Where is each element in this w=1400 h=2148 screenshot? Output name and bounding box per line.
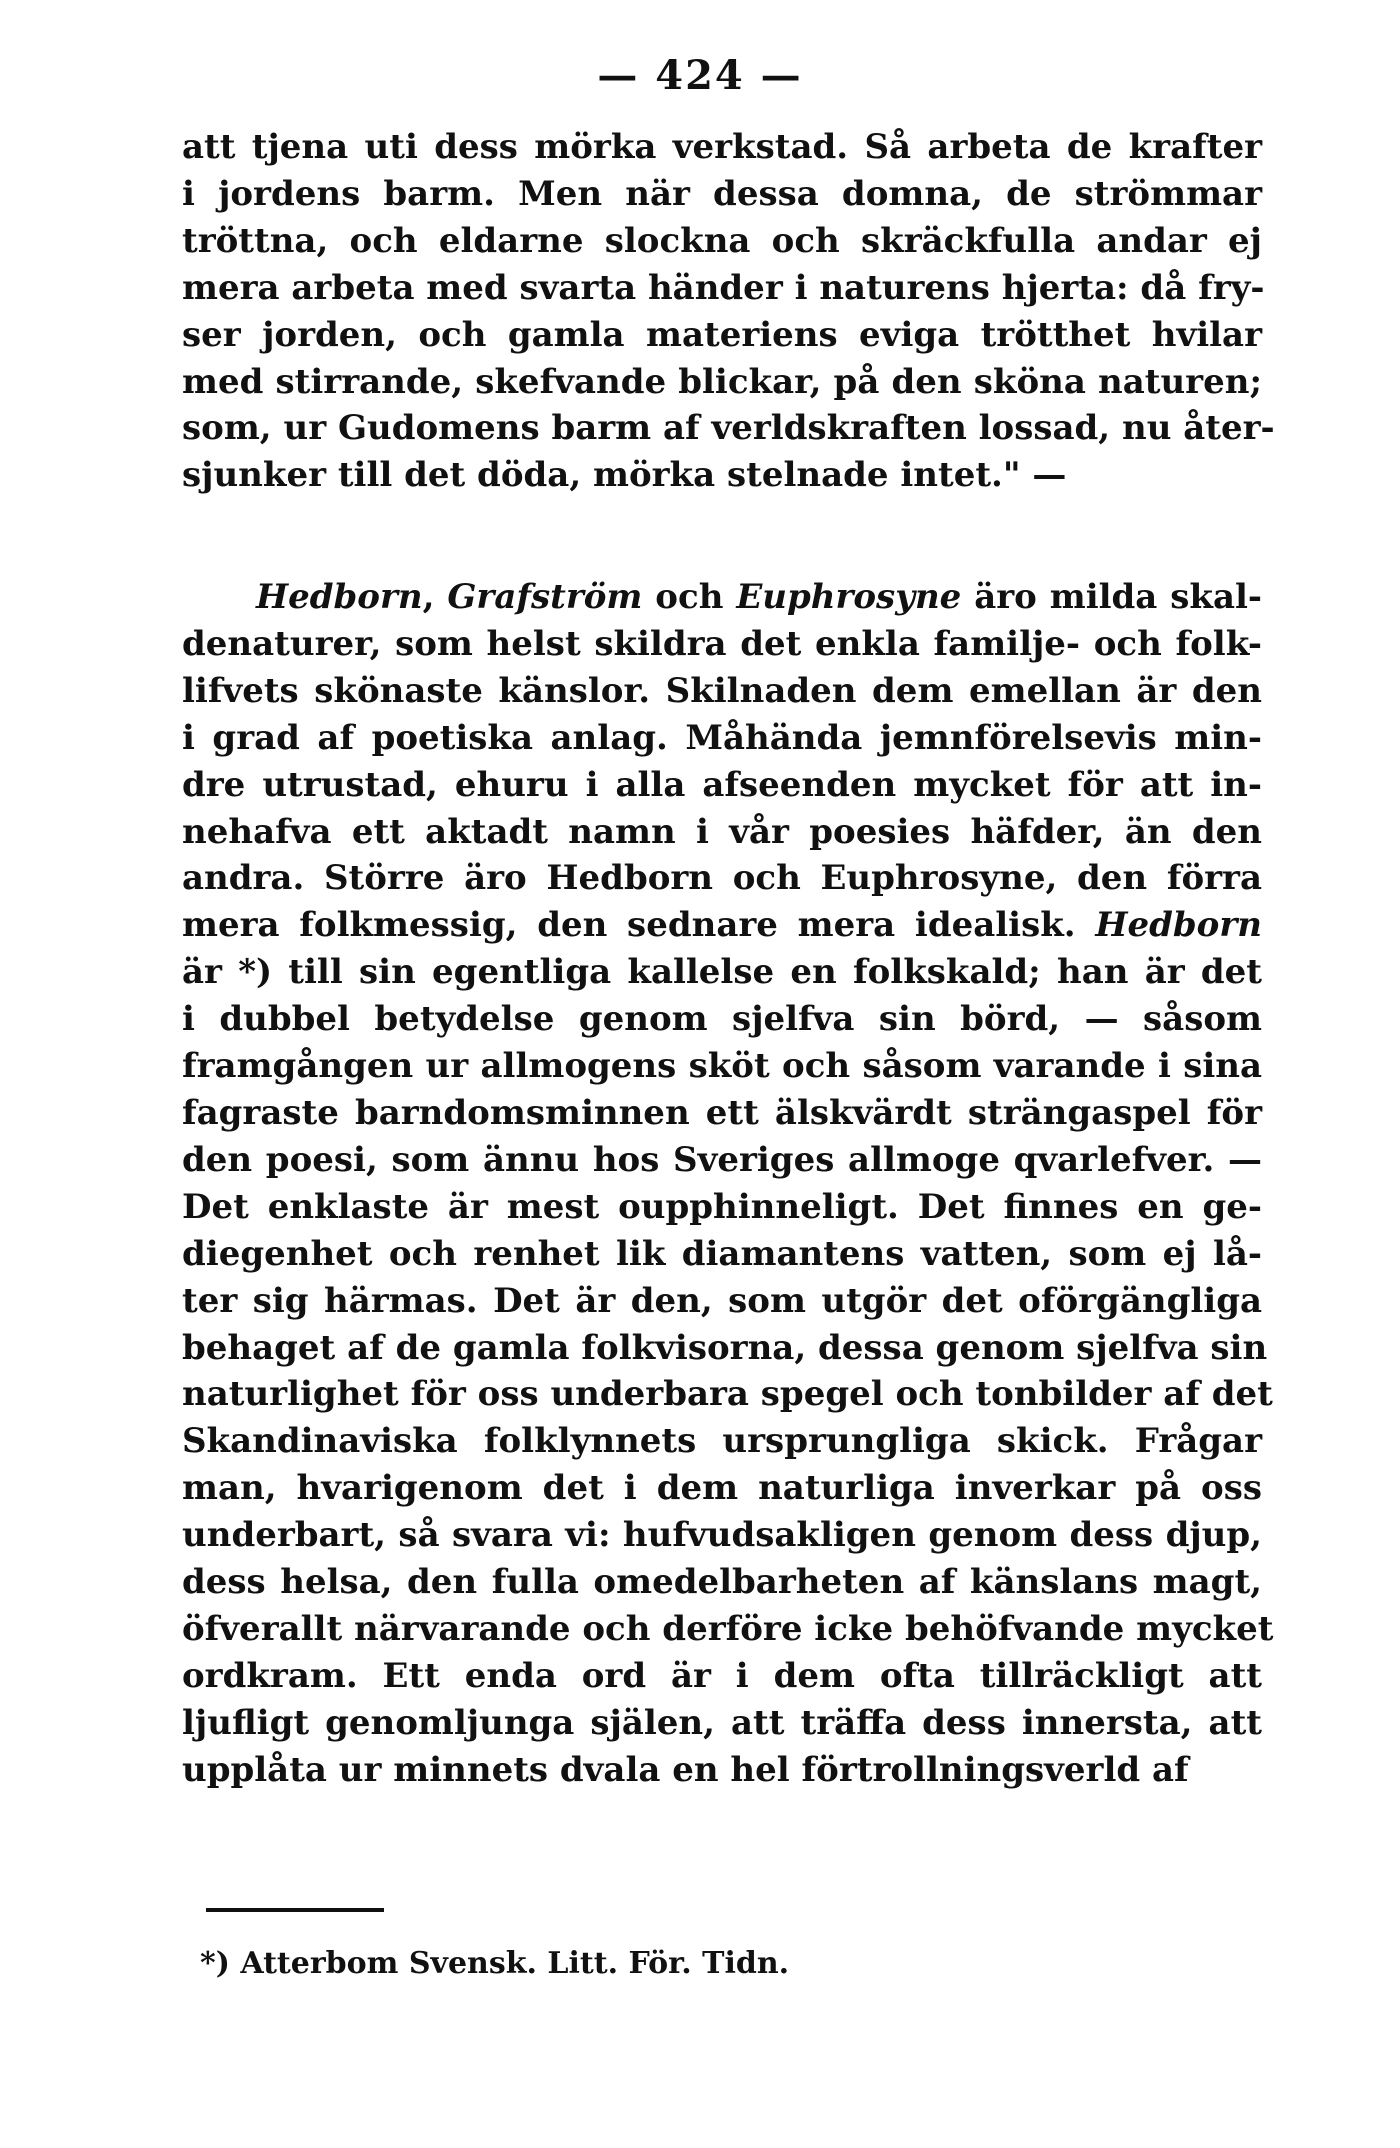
- poet-name-hedborn: Hedborn: [1095, 905, 1262, 946]
- paragraph-continued: [182, 124, 1275, 499]
- text-line: den poesi, som ännu hos Sveriges allmoge qvarlefver. —: [182, 1139, 1262, 1180]
- text-line: andra. Större äro Hedborn och Euphrosyne, den förra: [182, 858, 1262, 899]
- text-line: med stirrande, skefvande blickar, på den sköna naturen;: [182, 361, 1262, 402]
- text-line: behaget af de gamla folkvisorna, dessa genom sjelfva sin: [182, 1327, 1268, 1368]
- text-line: man, hvarigenom det i dem naturliga inverkar på oss: [182, 1468, 1262, 1509]
- text-line: diegenhet och renhet lik diamantens vatten, som ej lå-: [182, 1233, 1262, 1274]
- text-line: ser jorden, och gamla materiens eviga trötthet hvilar: [182, 314, 1262, 355]
- text-line: att tjena uti dess mörka verkstad. Så arbeta de krafter: [182, 127, 1262, 167]
- text-line: dess helsa, den fulla omedelbarheten af känslans magt,: [182, 1562, 1262, 1603]
- text-line: är *) till sin egentliga kallelse en folkskald; han är det: [182, 952, 1262, 993]
- text-line: ordkram. Ett enda ord är i dem ofta tillräckligt att: [182, 1655, 1262, 1696]
- text-line: i dubbel betydelse genom sjelfva sin börd, — såsom: [182, 999, 1262, 1040]
- text-fragment: äro milda skal-: [961, 577, 1262, 617]
- text-line: öfverallt närvarande och derföre icke behöfvande mycket: [182, 1608, 1274, 1649]
- text-line: naturlighet för oss underbara spegel och tonbilder af det: [182, 1374, 1273, 1415]
- text-line: lifvets skönaste känslor. Skilnaden dem emellan är den: [182, 670, 1262, 711]
- text-line-first: [182, 574, 1262, 621]
- text-line: Skandinaviska folklynnets ursprungliga skick. Frågar: [182, 1421, 1262, 1462]
- paragraph-poets: [182, 574, 1274, 1794]
- text-line: upplåta ur minnets dvala en hel förtrollningsverld af: [182, 1749, 1189, 1790]
- text-line: mera arbeta med svarta händer i naturens hjerta: då fry-: [182, 267, 1265, 308]
- text-line: underbart, så svara vi: hufvudsakligen genom dess djup,: [182, 1515, 1262, 1556]
- text-line: Det enklaste är mest oupphinneligt. Det finnes en ge-: [182, 1186, 1262, 1227]
- text-line: framgången ur allmogens sköt och såsom varande i sina: [182, 1046, 1262, 1087]
- text-line: sjunker till det döda, mörka stelnade intet." —: [182, 455, 1067, 496]
- separator: ,: [422, 577, 448, 617]
- text-line: dre utrustad, ehuru i alla afseenden mycket för att in-: [182, 764, 1262, 805]
- text-fragment: mera folkmessig, den sednare mera idealisk.: [182, 905, 1076, 946]
- text-line: ter sig härmas. Det är den, som utgör det oförgängliga: [182, 1280, 1262, 1321]
- text-line: nehafva ett aktadt namn i vår poesies häfder, än den: [182, 811, 1262, 852]
- text-line: ljufligt genomljunga själen, att träffa dess innersta, att: [182, 1702, 1262, 1743]
- text-line: fagraste barndomsminnen ett älskvärdt strängaspel för: [182, 1092, 1262, 1133]
- footnote-divider: [206, 1908, 384, 1912]
- separator: och: [642, 577, 737, 617]
- page-number: — 424 —: [597, 52, 803, 99]
- text-line: tröttna, och eldarne slockna och skräckfulla andar ej: [182, 220, 1262, 261]
- text-line: i grad af poetiska anlag. Måhända jemnförelsevis min-: [182, 717, 1262, 758]
- text-line: i jordens barm. Men när dessa domna, de strömmar: [182, 173, 1262, 214]
- text-line-with-name: [182, 902, 1262, 949]
- footnote: *) Atterbom Svensk. Litt. För. Tidn.: [200, 1946, 790, 1981]
- poet-name-grafstrom: Grafström: [447, 577, 643, 617]
- text-line: denaturer, som helst skildra det enkla familje- och folk-: [182, 623, 1262, 664]
- text-line: som, ur Gudomens barm af verldskraften lossad, nu åter-: [182, 408, 1275, 449]
- poet-name-hedborn: Hedborn: [256, 577, 423, 617]
- poet-name-euphrosyne: Euphrosyne: [736, 577, 962, 617]
